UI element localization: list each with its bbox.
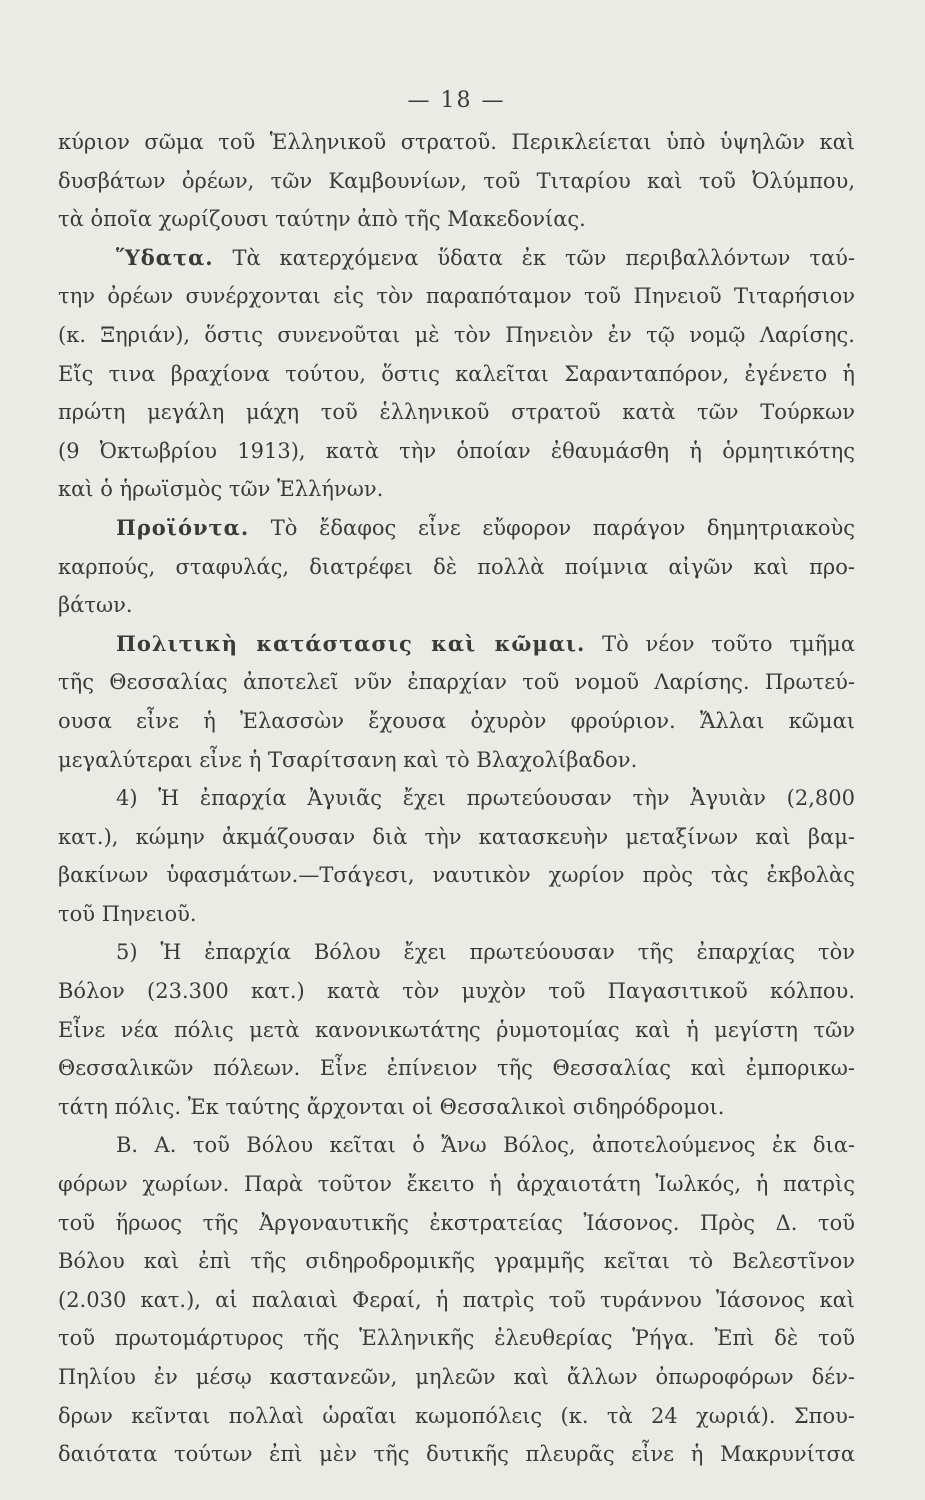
text-line: Εἶνε νέα πόλις μετὰ κανονικωτάτης ῥυμοτομίας καὶ ἡ μεγίστη τῶν — [58, 1017, 855, 1042]
text-line: τάτη πόλις. Ἐκ ταύτης ἄρχονται οἱ Θεσσαλικοὶ σιδηρόδρομοι. — [58, 1094, 725, 1119]
text-line: τῆς Θεσσαλίας ἀποτελεῖ νῦν ἐπαρχίαν τοῦ νομοῦ Λαρίσης. Πρωτεύ- — [58, 670, 855, 695]
text-line: τοῦ Πηνειοῦ. — [58, 901, 197, 926]
text-line: Προϊόντα. Τὸ ἔδαφος εἶνε εὔφορον παράγον δημητριακοὺς — [116, 514, 855, 540]
section-heading-products: Προϊόντα. — [116, 514, 250, 540]
text-line: Πηλίου ἐν μέσῳ καστανεῶν, μηλεῶν καὶ ἄλλων ὀπωροφόρων δέν- — [58, 1365, 855, 1389]
text-line: ουσα εἶνε ἡ Ἐλασσὼν ἔχουσα ὀχυρὸν φρούριον. Ἄλλαι κῶμαι — [58, 708, 855, 733]
paragraph-ano-volos — [58, 1126, 855, 1473]
text-line: Εἴς τινα βραχίονα τούτου, ὅστις καλεῖται Σαρανταπόρον, ἐγένετο ἡ — [58, 361, 855, 386]
text-line: δυσβάτων ὀρέων, τῶν Καμβουνίων, τοῦ Τιταρίου καὶ τοῦ Ὀλύμπου, — [58, 168, 855, 193]
paragraph-waters — [58, 239, 855, 509]
text-line: πρώτη μεγάλη μάχη τοῦ ἑλληνικοῦ στρατοῦ κατὰ τῶν Τούρκων — [58, 400, 855, 425]
text-line: δαιότατα τούτων ἐπὶ μὲν τῆς δυτικῆς πλευρᾶς εἶνε ἡ Μακρυνίτσα — [58, 1442, 855, 1467]
text-line: καρπούς, σταφυλάς, διατρέφει δὲ πολλὰ ποίμνια αἰγῶν καὶ προ- — [58, 554, 855, 579]
text-line: τοῦ πρωτομάρτυρος τῆς Ἑλληνικῆς ἐλευθερίας Ῥήγα. Ἐπὶ δὲ τοῦ — [58, 1326, 855, 1351]
text-line: καὶ ὁ ἡρωϊσμὸς τῶν Ἑλλήνων. — [58, 477, 384, 502]
text-line: κατ.), κώμην ἀκμάζουσαν διὰ τὴν κατασκευὴν μεταξίνων καὶ βαμ- — [58, 824, 855, 849]
text-line: βακίνων ὑφασμάτων.—Τσάγεσι, ναυτικὸν χωρίον πρὸς τὰς ἐκβολὰς — [58, 863, 855, 888]
text-line: βάτων. — [58, 593, 133, 618]
paragraph-army-continuation — [58, 123, 855, 239]
paragraph-products — [58, 509, 855, 625]
text-line: 4) Ἡ ἐπαρχία Ἀγυιᾶς ἔχει πρωτεύουσαν τὴν Ἀγυιὰν (2,800 — [116, 786, 855, 811]
text-line: Β. Α. τοῦ Βόλου κεῖται ὁ Ἄνω Βόλος, ἀποτελούμενος ἐκ δια- — [116, 1133, 855, 1158]
text-line: Πολιτικὴ κατάστασις καὶ κῶμαι. Τὸ νέον τοῦτο τμῆμα — [116, 630, 855, 656]
text-line: Βόλον (23.300 κατ.) κατὰ τὸν μυχὸν τοῦ Παγασιτικοῦ κόλπου. — [58, 979, 855, 1004]
text-line: Θεσσαλικῶν πόλεων. Εἶνε ἐπίνειον τῆς Θεσσαλίας καὶ ἐμπορικω- — [58, 1056, 855, 1081]
paragraph-volos — [58, 933, 855, 1126]
text-line: κύριον σῶμα τοῦ Ἑλληνικοῦ στρατοῦ. Περικλείεται ὑπὸ ὑψηλῶν καὶ — [58, 130, 855, 154]
text-line: 5) Ἡ ἐπαρχία Βόλου ἔχει πρωτεύουσαν τῆς ἐπαρχίας τὸν — [116, 940, 855, 965]
section-heading-political: Πολιτικὴ κατάστασις καὶ κῶμαι. — [116, 630, 586, 656]
text-line: φόρων χωρίων. Παρὰ τοῦτον ἔκειτο ἡ ἀρχαιοτάτη Ἰωλκός, ἡ πατρὶς — [58, 1172, 855, 1197]
text-line: τοῦ ἥρωος τῆς Ἀργοναυτικῆς ἐκστρατείας Ἰάσονος. Πρὸς Δ. τοῦ — [58, 1210, 855, 1235]
paragraph-agyia — [58, 779, 855, 933]
text-line: τὰ ὁποῖα χωρίζουσι ταύτην ἀπὸ τῆς Μακεδονίας. — [58, 207, 586, 232]
text-line: (9 Ὀκτωβρίου 1913), κατὰ τὴν ὁποίαν ἐθαυμάσθη ἡ ὁρμητικότης — [58, 438, 855, 463]
text-line: Βόλου καὶ ἐπὶ τῆς σιδηροδρομικῆς γραμμῆς κεῖται τὸ Βελεστῖνον — [58, 1249, 855, 1274]
page-number: — 18 — — [407, 88, 506, 113]
text-line: (2.030 κατ.), αἱ παλαιαὶ Φεραί, ἡ πατρὶς τοῦ τυράννου Ἰάσονος καὶ — [58, 1287, 855, 1312]
text-line: (κ. Ξηριάν), ὅστις συνενοῦται μὲ τὸν Πηνειὸν ἐν τῷ νομῷ Λαρίσης. — [58, 322, 855, 347]
text-line: την ὀρέων συνέρχονται εἰς τὸν παραπόταμον τοῦ Πηνειοῦ Τιταρήσιον — [58, 284, 855, 309]
section-heading-waters: Ὕδατα. — [116, 244, 214, 270]
text-line: μεγαλύτεραι εἶνε ἡ Τσαρίτσανη καὶ τὸ Βλαχολίβαδον. — [58, 747, 638, 772]
paragraph-political-status — [58, 625, 855, 779]
text-line: Ὕδατα. Τὰ κατερχόμενα ὕδατα ἐκ τῶν περιβαλλόντων ταύ- — [116, 244, 855, 270]
text-line: δρων κεῖνται πολλαὶ ὡραῖαι κωμοπόλεις (κ. τὰ 24 χωριά). Σπου- — [58, 1403, 855, 1428]
